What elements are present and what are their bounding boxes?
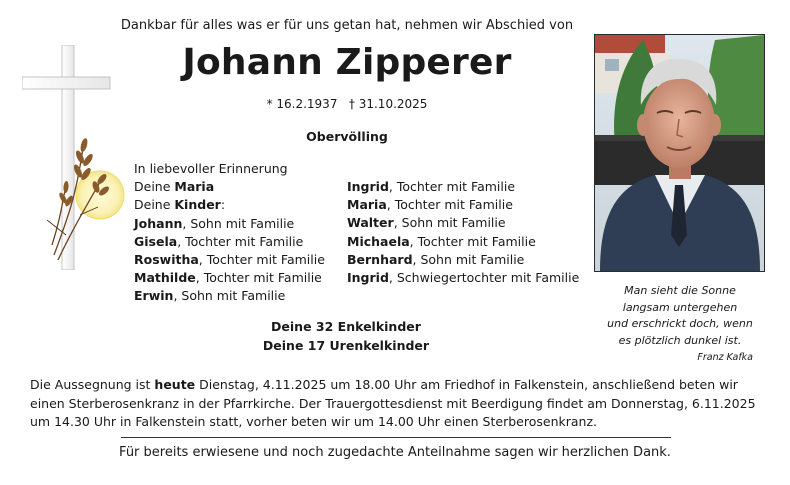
- deceased-name: Johann Zipperer: [182, 42, 512, 83]
- mourner-row: Johann, Sohn mit Familie: [134, 215, 295, 231]
- death-date: † 31.10.2025: [348, 97, 428, 111]
- memory-line: In liebevoller Erinnerung: [134, 161, 288, 176]
- mourners-right: [347, 178, 579, 287]
- mourner-row: Ingrid, Tochter mit Familie: [347, 179, 516, 194]
- grandchildren-block: [200, 318, 492, 355]
- mourners-left: [134, 160, 325, 306]
- mourner-row: Ingrid, Schwiegertochter mit Familie: [347, 270, 580, 286]
- mourner-row: Gisela, Tochter mit Familie: [134, 233, 304, 249]
- quote-line: Man sieht die Sonne: [624, 284, 736, 297]
- intro-text: Dankbar für alles was er für uns getan hat, nehmen wir Abschied von: [120, 18, 574, 33]
- birth-date: * 16.2.1937: [266, 97, 338, 111]
- mourner-row: Maria, Tochter mit Familie: [347, 197, 513, 213]
- mourner-row: Roswitha, Tochter mit Familie: [134, 252, 325, 268]
- quote-line: es plötzlich dunkel ist.: [618, 333, 742, 347]
- mourner-row: Michaela, Tochter mit Familie: [347, 233, 536, 249]
- grandchildren-line: Deine 32 Enkelkinder: [271, 319, 421, 334]
- mourner-row: Deine Kinder:: [134, 197, 226, 213]
- mourner-row: Erwin, Sohn mit Familie: [134, 288, 286, 304]
- mourner-row: Deine Maria: [134, 179, 215, 195]
- place-name: Obervölling: [306, 129, 388, 144]
- portrait-image: [595, 35, 764, 271]
- mourner-row: Bernhard, Sohn mit Familie: [347, 251, 525, 267]
- mourner-row: Walter, Sohn mit Familie: [347, 215, 506, 231]
- mourner-row: Mathilde, Tochter mit Familie: [134, 270, 322, 286]
- divider-line: [121, 437, 671, 438]
- life-dates: [0, 97, 694, 111]
- funeral-notice: Die Aussegnung ist heute Dienstag, 4.11.2025 um 18.00 Uhr am Friedhof in Falkenstein, anschließend beten wir einen Sterberosenkranz in der Pfarrkirche. Der Trauergottesdienst mit Beerdigung findet am Donnerstag, 6.11.2025 um 14.30 Uhr in Falkenstein statt, vorher beten wir um 14.00 Uhr einen Sterberosenkranz.: [30, 377, 756, 430]
- quote-text: [596, 283, 764, 349]
- thanks-text: Für bereits erwiesene und noch zugedachte Anteilnahme sagen wir herzlichen Dank.: [119, 445, 671, 460]
- quote-line: und erschrickt doch, wenn: [607, 317, 753, 330]
- portrait-photo: [594, 34, 765, 272]
- quote-author: Franz Kafka: [697, 352, 753, 363]
- great-grandchildren-line: Deine 17 Urenkelkinder: [262, 337, 430, 353]
- quote-line: langsam untergehen: [622, 300, 738, 314]
